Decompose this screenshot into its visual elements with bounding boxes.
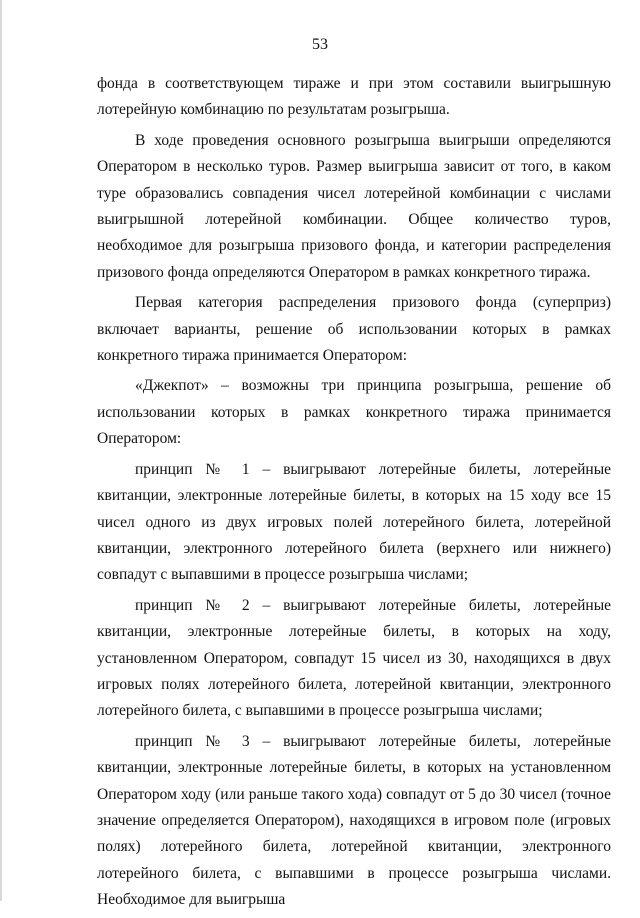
paragraph-principle-3: принцип № 3 – выигрывают лотерейные билеты, лотерейные квитанции, электронные лотерейные билеты, в которых на установленном Оператором ходу (или раньше такого хода) совпадут от 5 до 30 чисел (точное значение определяется Оператором), находящихся в игровом поле (игровых полях) лотерейного билета, лотерейной квитанции, электронного лотерейного билета, с выпавшими в процессе розыгрыша числами. Необходимое для выигрыша	[97, 732, 611, 909]
document-body	[97, 71, 611, 918]
paragraph-principle-1: принцип № 1 – выигрывают лотерейные билеты, лотерейные квитанции, электронные лотерейные билеты, в которых на 15 ходу все 15 чисел одного из двух игровых полей лотерейного билета, лотерейной квитанции, электронного лотерейного билета (верхнего или нижнего) совпадут с выпавшими в процессе розыгрыша числами;	[97, 460, 611, 584]
paragraph-main-draw: В ходе проведения основного розыгрыша выигрыши определяются Оператором в несколько туров. Размер выигрыша зависит от того, в каком туре образовались совпадения чисел лотерейной комбинации с числами выигрышной лотерейной комбинации. Общее количество туров, необходимое для розыгрыша призового фонда, и категории распределения призового фонда определяются Оператором в рамках конкретного тиража.	[97, 131, 611, 281]
page-number: 53	[312, 36, 328, 53]
paragraph-prize-fund-end: фонда в соответствующем тираже и при этом составили выигрышную лотерейную комбинацию по результатам розыгрыша.	[97, 75, 611, 119]
paragraph-first-category: Первая категория распределения призового фонда (суперприз) включает варианты, решение об использовании которых в рамках конкретного тиража принимается Оператором:	[97, 294, 611, 365]
paragraph-jackpot: «Джекпот» – возможны три принципа розыгрыша, решение об использовании которых в рамках конкретного тиража принимается Оператором:	[97, 377, 611, 448]
scan-edge	[0, 0, 2, 901]
paragraph-principle-2: принцип № 2 – выигрывают лотерейные билеты, лотерейные квитанции, электронные лотерейные билеты, в которых на ходу, установленном Оператором, совпадут 15 чисел из 30, находящихся в двух игровых полях лотерейного билета, лотерейной квитанции, электронного лотерейного билета, с выпавшими в процессе розыгрыша числами;	[97, 596, 611, 720]
